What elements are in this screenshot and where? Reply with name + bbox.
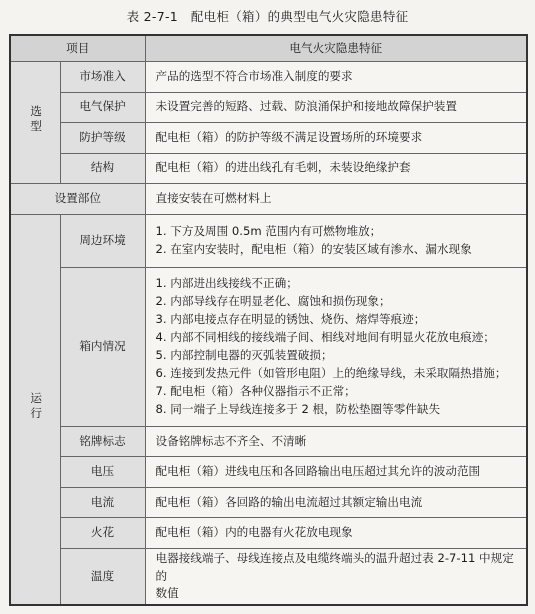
row-description: 产品的选型不符合市场准入制度的要求 — [145, 61, 527, 92]
table-caption: 表 2-7-1 配电柜（箱）的典型电气火灾隐患特征 — [126, 9, 409, 24]
list-item: 1. 内部进出线接线不正确； — [155, 275, 298, 290]
hazard-table — [9, 34, 528, 606]
list-item: 数值 — [155, 586, 179, 601]
list-item: 1. 下方及周围 0.5m 范围内有可燃物堆放； — [155, 223, 382, 238]
row-description: 配电柜（箱）的进出线孔有毛刺，未装设绝缘护套 — [145, 153, 527, 184]
category-label: 选型 — [29, 105, 44, 135]
table-row — [10, 61, 527, 92]
row-description — [145, 267, 527, 426]
row-description: 配电柜（箱）内的电器有火花放电现象 — [145, 518, 527, 549]
table-row — [10, 426, 527, 457]
header-feature: 电气火灾隐患特征 — [145, 35, 527, 61]
row-description: 配电柜（箱）的防护等级不满足设置场所的环境要求 — [145, 123, 527, 154]
row-label: 电流 — [60, 487, 145, 518]
table-row — [10, 518, 527, 549]
table-row — [10, 184, 527, 215]
category-operation — [10, 214, 60, 605]
list-item: 6. 连接到发热元件（如管形电阻）上的绝缘导线，未采取隔热措施； — [155, 365, 507, 380]
category-selection — [10, 61, 60, 183]
row-label: 周边环境 — [60, 214, 145, 267]
list-item: 2. 在室内安装时，配电柜（箱）的安装区域有渗水、漏水现象 — [155, 241, 472, 256]
row-description: 配电柜（箱）各回路的输出电流超过其额定输出电流 — [145, 487, 527, 518]
table-row — [10, 153, 527, 184]
row-label: 箱内情况 — [60, 267, 145, 426]
row-label: 温度 — [60, 548, 145, 605]
table-row — [10, 123, 527, 154]
table-row — [10, 457, 527, 488]
row-description: 配电柜（箱）进线电压和各回路输出电压超过其允许的波动范围 — [145, 457, 527, 488]
row-description: 设备铭牌标志不齐全、不清晰 — [145, 426, 527, 457]
list-item: 2. 内部导线存在明显老化、腐蚀和损伤现象； — [155, 293, 391, 308]
row-description: 未设置完善的短路、过载、防浪涌保护和接地故障保护装置 — [145, 92, 527, 123]
row-description — [145, 548, 527, 605]
list-item: 7. 配电柜（箱）各种仪器指示不正常； — [155, 383, 356, 398]
row-label: 防护等级 — [60, 123, 145, 154]
table-header-row — [10, 35, 527, 61]
list-item: 5. 内部控制电器的灭弧装置破损； — [155, 347, 333, 362]
list-item: 8. 同一端子上导线连接多于 2 根，防松垫圈等零件缺失 — [155, 401, 441, 416]
list-item: 电器接线端子、母线连接点及电缆终端头的温升超过表 2-7-11 中规定的 — [155, 550, 514, 583]
row-label: 火花 — [60, 518, 145, 549]
row-description: 直接安装在可燃材料上 — [145, 184, 527, 215]
row-label: 电压 — [60, 457, 145, 488]
table-row — [10, 214, 527, 267]
category-label: 运行 — [29, 391, 44, 422]
table-row — [10, 267, 527, 426]
list-item: 3. 内部电接点存在明显的锈蚀、烧伤、熔焊等痕迹； — [155, 311, 426, 326]
category-location: 设置部位 — [10, 184, 145, 215]
row-label: 结构 — [60, 153, 145, 184]
table-row — [10, 92, 527, 123]
row-label: 市场准入 — [60, 61, 145, 92]
table-row — [10, 548, 527, 605]
row-label: 铭牌标志 — [60, 426, 145, 457]
row-description — [145, 214, 527, 267]
list-item: 4. 内部不同相线的接线端子间、相线对地间有明显火花放电痕迹； — [155, 329, 495, 344]
header-item: 项目 — [10, 35, 145, 61]
row-label: 电气保护 — [60, 92, 145, 123]
table-row — [10, 487, 527, 518]
